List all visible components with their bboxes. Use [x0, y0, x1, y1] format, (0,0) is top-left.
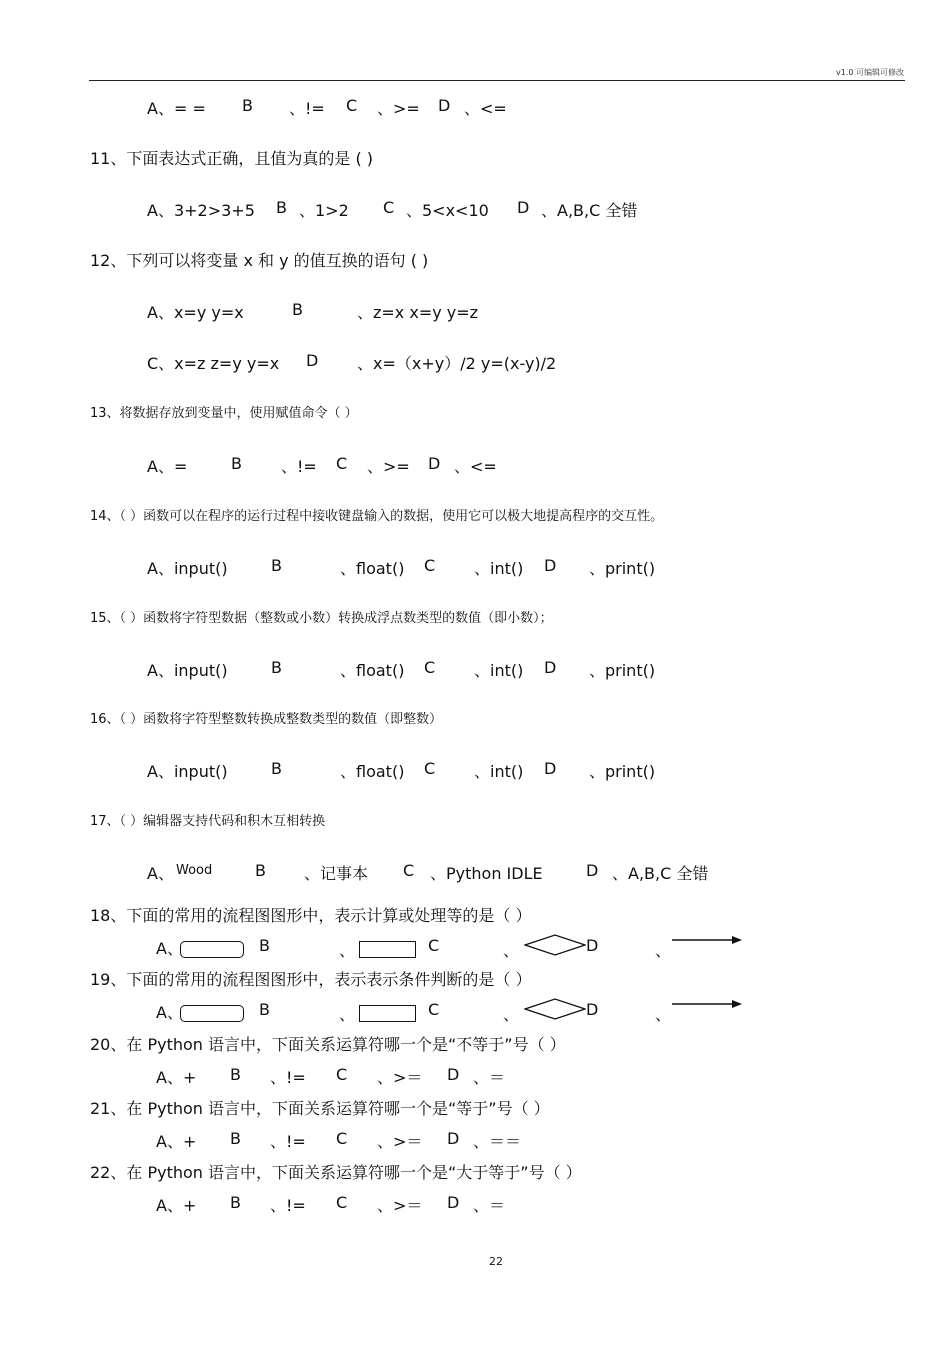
option-a: A、+: [156, 1068, 197, 1087]
question-22-stem: 22、在 Python 语言中，下面关系运算符哪一个是“大于等于”号（ ）: [90, 1163, 582, 1182]
option-a: A、input(): [147, 559, 228, 578]
question-21-stem: 21、在 Python 语言中，下面关系运算符哪一个是“等于”号（ ）: [90, 1099, 550, 1118]
option-c-letter: C: [428, 1000, 440, 1019]
option-d-letter: D: [438, 96, 451, 115]
option-c: 、int(): [474, 762, 524, 781]
question-19-stem: 19、下面的常用的流程图图形中，表示表示条件判断的是（ ）: [90, 970, 532, 989]
option-d: 、A,B,C 全错: [612, 864, 709, 883]
option-b-letter: B: [259, 1000, 270, 1019]
option-b-letter: B: [271, 759, 282, 778]
option-a: A、=: [147, 457, 188, 476]
option-c-letter: C: [424, 556, 436, 575]
option-c: 、>＝: [377, 1068, 423, 1087]
option-b-separator: 、: [339, 941, 356, 960]
option-c-letter: C: [336, 1065, 348, 1084]
header-rule: [89, 80, 905, 81]
option-c-letter: C: [428, 936, 440, 955]
option-b: 、!=: [270, 1196, 306, 1215]
option-c: 、Python IDLE: [430, 864, 543, 883]
option-c-letter: C: [403, 861, 415, 880]
option-d: 、print(): [589, 559, 656, 578]
question-12-stem: 12、下列可以将变量 x 和 y 的值互换的语句 ( ): [90, 251, 429, 270]
option-b: 、!=: [289, 99, 325, 118]
option-c: 、>＝: [377, 1132, 423, 1151]
question-18-stem: 18、下面的常用的流程图图形中，表示计算或处理等的是（ ）: [90, 906, 532, 925]
option-a: A、= =: [147, 99, 206, 118]
option-d-letter: D: [447, 1193, 460, 1212]
option-d: 、print(): [589, 762, 656, 781]
option-c-letter: C: [336, 1193, 348, 1212]
option-c: 、>＝: [377, 1196, 423, 1215]
option-c: 、>=: [377, 99, 420, 118]
option-a: A、+: [156, 1132, 197, 1151]
option-a-letter: A、: [156, 1003, 183, 1022]
option-b-letter: B: [271, 556, 282, 575]
option-b-letter: B: [231, 454, 242, 473]
option-d-letter: D: [447, 1065, 460, 1084]
option-a: A、input(): [147, 661, 228, 680]
option-d-letter: D: [586, 1000, 599, 1019]
question-13-stem: 13、将数据存放到变量中，使用赋值命令（ ）: [90, 406, 358, 421]
arrow-shape: [672, 934, 744, 946]
option-b: 、float(): [340, 661, 405, 680]
option-d-letter: D: [544, 759, 557, 778]
question-11-stem: 11、下面表达式正确，且值为真的是 ( ): [90, 149, 374, 168]
question-17-stem: 17、（ ）编辑器支持代码和积木互相转换: [90, 814, 326, 829]
option-a-letter: A、: [156, 939, 183, 958]
option-d: 、print(): [589, 661, 656, 680]
option-b-letter: B: [230, 1129, 241, 1148]
option-d-letter: D: [447, 1129, 460, 1148]
diamond-shape: [524, 998, 586, 1020]
rectangle-shape: [359, 1005, 416, 1022]
option-d-letter: D: [517, 198, 530, 217]
option-d-letter: D: [306, 351, 319, 370]
option-d-letter: D: [544, 556, 557, 575]
option-d: 、<=: [464, 99, 507, 118]
option-c-letter: C: [346, 96, 358, 115]
option-d: 、A,B,C 全错: [541, 201, 638, 220]
option-b: 、!=: [270, 1068, 306, 1087]
option-d-letter: D: [586, 936, 599, 955]
option-c-letter: C: [336, 1129, 348, 1148]
option-b-letter: B: [259, 936, 270, 955]
option-c: 、>=: [367, 457, 410, 476]
rounded-rectangle-shape: [180, 941, 244, 958]
option-a: A、3+2>3+5: [147, 201, 255, 220]
option-d-separator: 、: [655, 941, 672, 960]
option-c-letter: C: [383, 198, 395, 217]
arrow-shape: [672, 998, 744, 1010]
option-d: 、＝: [473, 1068, 506, 1087]
option-b-separator: 、: [339, 1005, 356, 1024]
option-a: A、+: [156, 1196, 197, 1215]
option-c-letter: C: [336, 454, 348, 473]
page-number: 22: [489, 1255, 503, 1268]
option-b: 、z=x x=y y=z: [357, 303, 479, 322]
option-b-letter: B: [255, 861, 266, 880]
rectangle-shape: [359, 941, 416, 958]
option-b-letter: B: [230, 1065, 241, 1084]
option-d-letter: D: [586, 861, 599, 880]
option-b-letter: B: [230, 1193, 241, 1212]
option-b: 、float(): [340, 559, 405, 578]
question-15-stem: 15、（ ）函数将字符型数据（整数或小数）转换成浮点数类型的数值（即小数）；: [90, 611, 553, 626]
option-a: A、input(): [147, 762, 228, 781]
option-c: 、5<x<10: [406, 201, 489, 220]
option-c: 、int(): [474, 559, 524, 578]
option-a: Wood: [176, 863, 213, 878]
option-c-letter: C: [424, 658, 436, 677]
option-c: C、x=z z=y y=x: [147, 354, 280, 373]
question-14-stem: 14、（ ）函数可以在程序的运行过程中接收键盘输入的数据，使用它可以极大地提高程序的交互性。: [90, 509, 664, 524]
option-c: 、int(): [474, 661, 524, 680]
option-c-letter: C: [424, 759, 436, 778]
option-d-separator: 、: [655, 1005, 672, 1024]
rounded-rectangle-shape: [180, 1005, 244, 1022]
question-20-stem: 20、在 Python 语言中，下面关系运算符哪一个是“不等于”号（ ）: [90, 1035, 566, 1054]
option-d: 、x=（x+y）/2 y=(x-y)/2: [357, 354, 557, 373]
option-c-separator: 、: [503, 941, 520, 960]
option-d: 、＝＝: [473, 1132, 522, 1151]
option-b-letter: B: [271, 658, 282, 677]
option-c-separator: 、: [503, 1005, 520, 1024]
option-b-letter: B: [276, 198, 287, 217]
option-d: 、<=: [454, 457, 497, 476]
option-b-letter: B: [242, 96, 253, 115]
option-a-letter: A、: [147, 864, 174, 883]
option-b: 、!=: [270, 1132, 306, 1151]
option-b-letter: B: [292, 300, 303, 319]
option-d-letter: D: [544, 658, 557, 677]
option-b: 、1>2: [299, 201, 349, 220]
option-d: 、＝: [473, 1196, 506, 1215]
option-b: 、记事本: [304, 864, 369, 883]
option-d-letter: D: [428, 454, 441, 473]
question-16-stem: 16、（ ）函数将字符型整数转换成整数类型的数值（即整数）: [90, 712, 443, 727]
option-a: A、x=y y=x: [147, 303, 244, 322]
header-note: v1.0 可编辑可修改: [836, 68, 904, 77]
option-b: 、!=: [281, 457, 317, 476]
diamond-shape: [524, 934, 586, 956]
option-b: 、float(): [340, 762, 405, 781]
